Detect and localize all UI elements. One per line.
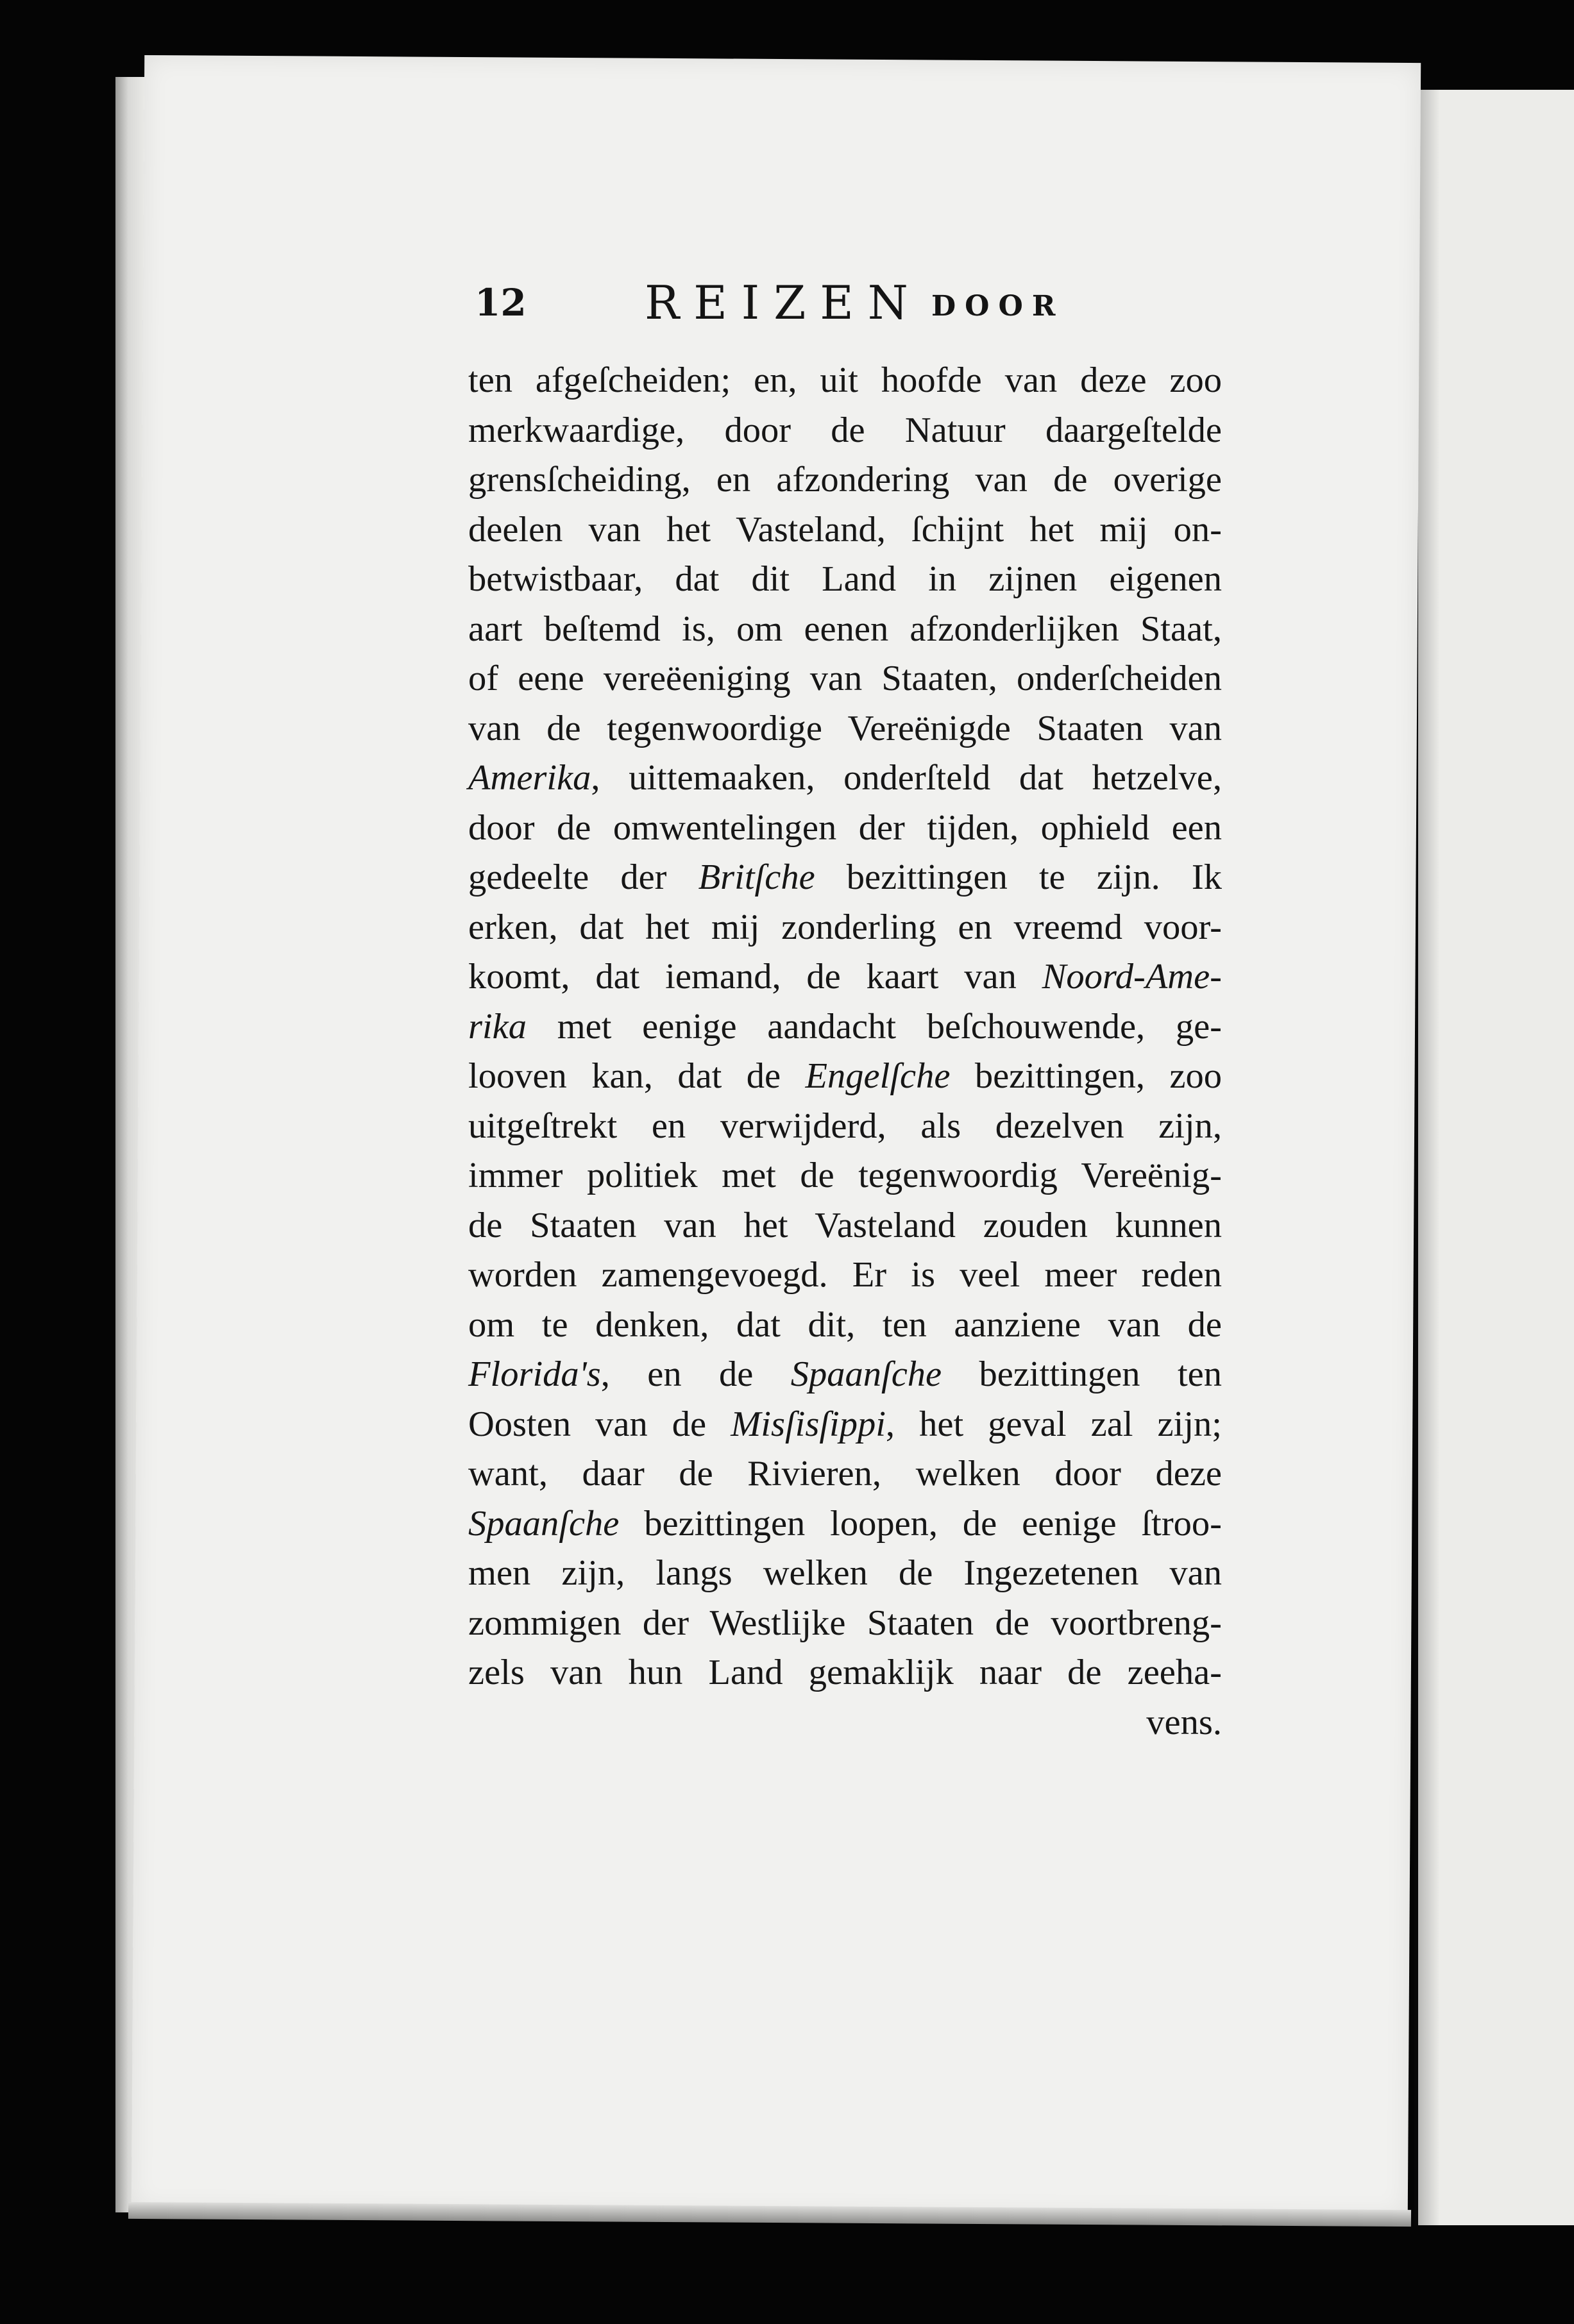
text-run: grensſcheiding, en afzondering van de overige (468, 460, 1222, 500)
text-line (468, 1201, 1222, 1251)
text-run: van de tegenwoordige Vereënigde Staaten van (468, 708, 1222, 748)
text-line (468, 406, 1222, 456)
text-line (468, 356, 1222, 406)
text-line (468, 853, 1222, 903)
running-title-continuation: DOOR (931, 290, 1065, 323)
text-run: ten afgeſcheiden; en, uit hoofde van deze zoo (468, 360, 1222, 400)
text-line (468, 1301, 1222, 1351)
text-run: om te denken, dat dit, ten aanziene van de (468, 1304, 1222, 1345)
text-run: zommigen der Westlijke Staaten de voortbreng- (468, 1603, 1222, 1643)
text-run: immer politiek met de tegenwoordig Vereënig- (468, 1156, 1222, 1195)
body-text (468, 356, 1222, 1747)
text-run: bezittingen, zoo (950, 1056, 1222, 1096)
text-run: , uittemaaken, onderſteld dat hetzelve, (591, 758, 1222, 798)
text-run: deelen van het Vasteland, ſchijnt het mij on- (468, 509, 1222, 550)
text-run: of eene vereëeniging van Staaten, onderſcheiden (468, 659, 1222, 698)
text-line (468, 1449, 1222, 1499)
text-line (468, 704, 1222, 754)
text-run: door de omwentelingen der tijden, ophield een (468, 807, 1222, 848)
text-run: looven kan, dat de (468, 1056, 806, 1096)
italic-text-run: rika (468, 1006, 527, 1047)
text-line (468, 1250, 1222, 1301)
text-run: worden zamengevoegd. Er is veel meer reden (468, 1255, 1222, 1295)
italic-text-run: Britſche (698, 857, 815, 897)
text-run: merkwaardige, door de Natuur daargeſtelde (468, 410, 1222, 450)
text-run: aart beſtemd is, om eenen afzonderlijken Staat, (468, 609, 1222, 649)
text-line (468, 555, 1222, 605)
text-run: met eenige aandacht beſchouwende, ge- (527, 1006, 1222, 1047)
text-line (468, 1599, 1222, 1649)
text-run: gedeelte der (468, 857, 698, 897)
italic-text-run: Spaanſche (468, 1503, 620, 1544)
text-run: bezittingen loopen, de eenige ſtroo- (619, 1503, 1222, 1544)
text-run: want, daar de Rivieren, welken door deze (468, 1454, 1222, 1494)
italic-text-run: Amerika (468, 758, 591, 798)
text-run: uitgeſtrekt en verwijderd, als dezelven zijn, (468, 1106, 1222, 1146)
text-run: , en de (600, 1354, 791, 1394)
text-line (468, 1002, 1222, 1052)
page-number: 12 (475, 281, 527, 324)
text-run: Oosten van de (468, 1404, 731, 1444)
text-line (468, 1499, 1222, 1549)
text-line (468, 1549, 1222, 1599)
text-run: bezittingen te zijn. Ik (815, 857, 1222, 897)
text-line (468, 1102, 1222, 1152)
text-line (468, 505, 1222, 555)
text-line (468, 903, 1222, 953)
text-line (468, 1648, 1222, 1698)
text-run: , het geval zal zijn; (885, 1404, 1222, 1444)
text-run: men zijn, langs welken de Ingezetenen van (468, 1553, 1222, 1593)
text-run: koomt, dat iemand, de kaart van (468, 957, 1042, 997)
italic-text-run: Noord-Ame- (1042, 957, 1222, 997)
text-line (468, 804, 1222, 854)
italic-text-run: Engelſche (805, 1056, 951, 1096)
text-line (468, 654, 1222, 704)
text-line (468, 1400, 1222, 1450)
text-line (468, 1151, 1222, 1201)
text-run: bezittingen ten (942, 1354, 1222, 1394)
text-line (468, 1350, 1222, 1400)
text-line (468, 455, 1222, 505)
text-line (468, 952, 1222, 1002)
text-line (468, 1052, 1222, 1102)
text-line (468, 605, 1222, 655)
text-run: zels van hun Land gemaklijk naar de zeeha- (468, 1653, 1222, 1692)
running-header (475, 276, 1251, 333)
italic-text-run: Misſisſippi (731, 1404, 886, 1444)
text-line (468, 754, 1222, 804)
italic-text-run: Florida's (468, 1354, 601, 1394)
catchword: vens. (1146, 1702, 1222, 1742)
italic-text-run: Spaanſche (790, 1354, 942, 1394)
running-title: REIZEN (645, 276, 922, 330)
text-run: erken, dat het mij zonderling en vreemd voor- (468, 907, 1222, 947)
text-run: betwistbaar, dat dit Land in zijnen eigenen (468, 559, 1222, 599)
text-run: de Staaten van het Vasteland zouden kunnen (468, 1205, 1222, 1245)
